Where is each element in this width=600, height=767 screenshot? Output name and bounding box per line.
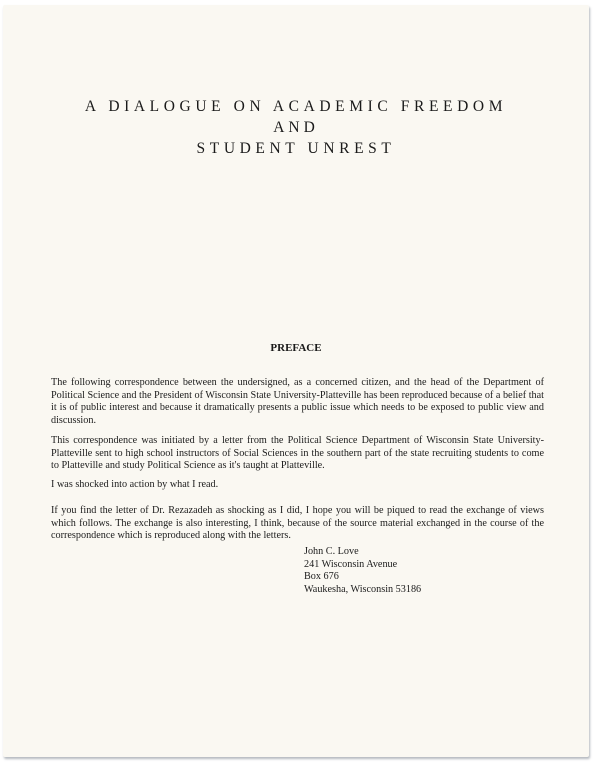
- preface-paragraph-4: If you find the letter of Dr. Rezazadeh as shocking as I did, I hope you will be piqued to read the exchange of views which follows. The exchange is also interesting, I think, because of the source material exchanged in the course of the correspondence which is reproduced along with the letters.: [51, 505, 544, 541]
- preface-paragraph-3: I was shocked into action by what I read.: [51, 479, 219, 490]
- signature-name: John C. Love: [304, 546, 359, 557]
- title-line-3: STUDENT UNREST: [196, 140, 396, 157]
- title-line-1: A DIALOGUE ON ACADEMIC FREEDOM: [84, 98, 508, 115]
- title-line-2: AND: [273, 119, 319, 136]
- signature-block: [304, 546, 421, 596]
- document-page: [3, 5, 589, 757]
- preface-paragraph-1: The following correspondence between the undersigned, as a concerned citizen, and the head of the Department of Political Science and the President of Wisconsin State University-Platteville has been reproduced because of a belief that it is of public interest and because it dramatically presents a public issue which needs to be exposed to public view and discussion.: [51, 377, 544, 426]
- signature-street: 241 Wisconsin Avenue: [304, 558, 398, 570]
- preface-heading: PREFACE: [270, 342, 322, 354]
- signature-box: Box 676: [304, 571, 339, 583]
- preface-paragraph-2: This correspondence was initiated by a letter from the Political Science Department of Wisconsin State University-Platteville sent to high school instructors of Social Sciences in the southern part of the state recruiting students to come to Platteville and study Political Science as it's taught at Platteville.: [51, 435, 544, 471]
- signature-city: Waukesha, Wisconsin 53186: [304, 583, 422, 595]
